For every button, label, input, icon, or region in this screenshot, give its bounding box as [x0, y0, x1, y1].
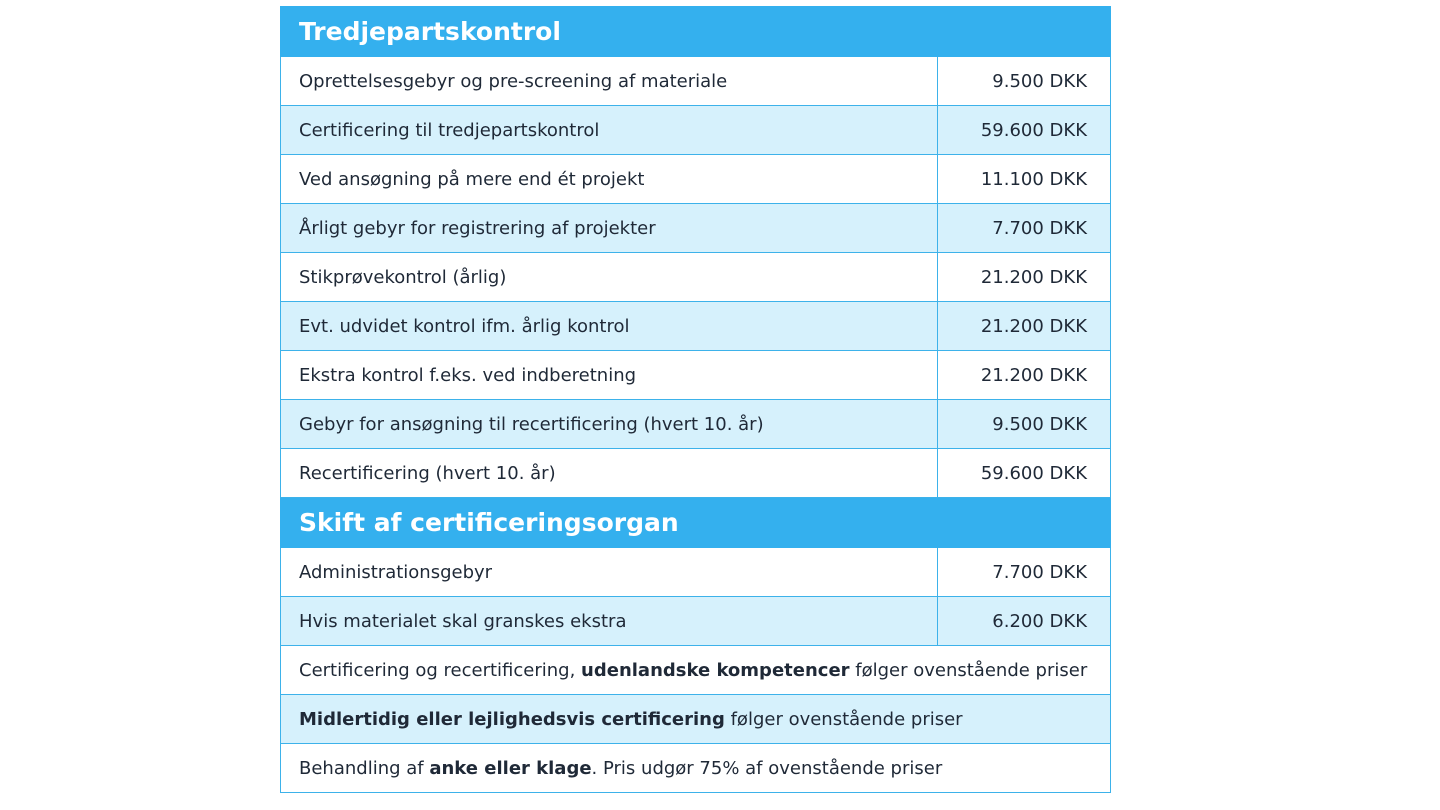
- row-price: 9.500 DKK: [938, 400, 1111, 449]
- row-label: Ekstra kontrol f.eks. ved indberetning: [281, 351, 938, 400]
- row-label: Gebyr for ansøgning til recertificering (hvert 10. år): [281, 400, 938, 449]
- row-price: 59.600 DKK: [938, 106, 1111, 155]
- row-price: 9.500 DKK: [938, 57, 1111, 106]
- table-row: [281, 597, 1111, 646]
- row-price: 7.700 DKK: [938, 204, 1111, 253]
- row-label: Ved ansøgning på mere end ét projekt: [281, 155, 938, 204]
- row-label: Certificering til tredjepartskontrol: [281, 106, 938, 155]
- price-table: [280, 6, 1111, 793]
- table-row: [281, 106, 1111, 155]
- row-price: 6.200 DKK: [938, 597, 1111, 646]
- row-label: Recertificering (hvert 10. år): [281, 449, 938, 498]
- row-label: Stikprøvekontrol (årlig): [281, 253, 938, 302]
- row-price: 21.200 DKK: [938, 302, 1111, 351]
- section-title: Skift af certificeringsorgan: [281, 498, 1111, 548]
- note-post: . Pris udgør 75% af ovenstående priser: [591, 757, 943, 779]
- note-text: [281, 695, 1111, 744]
- note-bold: udenlandske kompetencer: [581, 659, 850, 681]
- note-text: [281, 744, 1111, 793]
- note-post: følger ovenstående priser: [849, 659, 1088, 681]
- note-row: [281, 695, 1111, 744]
- section-header-change-of-body: [281, 498, 1111, 548]
- row-label: Oprettelsesgebyr og pre-screening af materiale: [281, 57, 938, 106]
- note-post: følger ovenstående priser: [724, 708, 963, 730]
- table-row: [281, 155, 1111, 204]
- row-label: Årligt gebyr for registrering af projekter: [281, 204, 938, 253]
- note-pre: Behandling af: [299, 757, 430, 779]
- note-text: [281, 646, 1111, 695]
- row-price: 59.600 DKK: [938, 449, 1111, 498]
- table-row: [281, 204, 1111, 253]
- row-label: Evt. udvidet kontrol ifm. årlig kontrol: [281, 302, 938, 351]
- row-label: Administrationsgebyr: [281, 548, 938, 597]
- table-row: [281, 400, 1111, 449]
- row-price: 11.100 DKK: [938, 155, 1111, 204]
- row-price: 7.700 DKK: [938, 548, 1111, 597]
- section-title: Tredjepartskontrol: [281, 7, 1111, 57]
- row-price: 21.200 DKK: [938, 253, 1111, 302]
- table-row: [281, 548, 1111, 597]
- section-header-third-party: [281, 7, 1111, 57]
- table-row: [281, 57, 1111, 106]
- note-row: [281, 646, 1111, 695]
- row-label: Hvis materialet skal granskes ekstra: [281, 597, 938, 646]
- table-row: [281, 253, 1111, 302]
- note-pre: Certificering og recertificering,: [299, 659, 582, 681]
- note-bold: anke eller klage: [429, 757, 592, 779]
- note-row: [281, 744, 1111, 793]
- table-row: [281, 449, 1111, 498]
- row-price: 21.200 DKK: [938, 351, 1111, 400]
- table-row: [281, 302, 1111, 351]
- table-row: [281, 351, 1111, 400]
- note-bold: Midlertidig eller lejlighedsvis certificering: [299, 708, 725, 730]
